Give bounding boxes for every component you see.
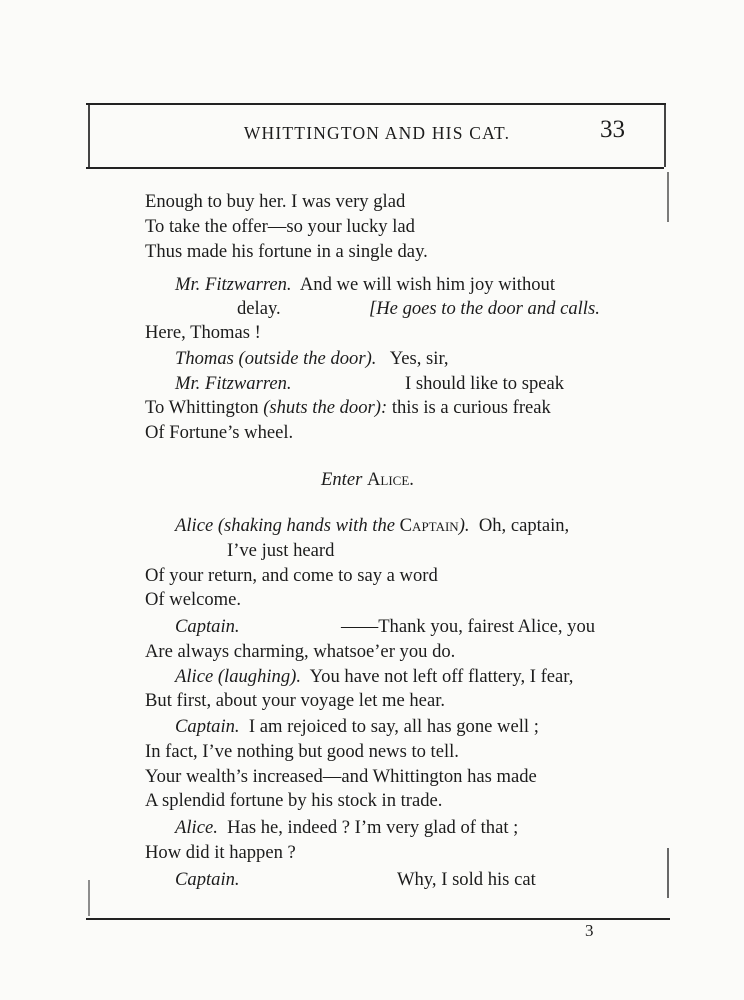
speaker-name: Alice (laughing).: [175, 666, 301, 687]
page-number: 33: [600, 116, 625, 143]
text-line: Your wealth’s increased—and Whittington has made: [145, 766, 537, 787]
border-right: [664, 105, 666, 167]
speech-line: [175, 816, 518, 840]
speech-text: To Whittington: [145, 397, 259, 418]
text-line: Thus made his fortune in a single day.: [145, 241, 428, 262]
speaker-name: Mr. Fitzwarren.: [175, 373, 292, 394]
border-right-lower: [667, 848, 669, 898]
speech-line: [175, 347, 449, 371]
speech-line: [145, 396, 551, 420]
speech-text: Yes, sir,: [389, 348, 449, 369]
border-right-mark: [667, 172, 669, 222]
speech-text: this is a curious freak: [391, 397, 551, 418]
speech-text: Has he, indeed ? I’m very glad of that ;: [227, 817, 519, 838]
speaker-name: Captain.: [175, 869, 240, 890]
text-line: Here, Thomas !: [145, 322, 261, 343]
speaker-name: Mr. Fitzwarren.: [175, 274, 292, 295]
text-line: I’ve just heard: [227, 540, 335, 561]
text-line: Enough to buy her. I was very glad: [145, 191, 406, 212]
stage-direction: [He goes to the door and calls.: [369, 298, 600, 319]
text-line: How did it happen ?: [145, 842, 296, 863]
speech-text: Oh, captain,: [478, 515, 570, 536]
text-line: But first, about your voyage let me hear.: [145, 690, 446, 711]
speech-text: ——Thank you, fairest Alice, you: [341, 616, 596, 637]
character-name: Captain: [399, 515, 459, 536]
signature-mark: 3: [585, 921, 594, 940]
speech-text: Why, I sold his cat: [397, 869, 536, 890]
speech-text: You have not left off flattery, I fear,: [309, 666, 574, 687]
entrance-direction: [321, 468, 414, 492]
text-line: To take the offer—so your lucky lad: [145, 216, 415, 237]
stage-direction-close: ).: [458, 515, 470, 536]
speech-line: [175, 715, 539, 739]
stage-direction: (shuts the door):: [263, 397, 388, 418]
speech-text: I am rejoiced to say, all has gone well ;: [248, 716, 539, 737]
speaker-name: Alice.: [175, 817, 218, 838]
enter-word: Enter: [321, 469, 363, 490]
text-line: In fact, I’ve nothing but good news to tell.: [145, 741, 459, 762]
text-line: Are always charming, whatsoe’er you do.: [145, 641, 456, 662]
border-left: [88, 105, 90, 167]
border-left-lower: [88, 880, 90, 916]
text-line: A splendid fortune by his stock in trade.: [145, 790, 443, 811]
speech-line: [175, 514, 569, 538]
footer-rule: [86, 918, 670, 920]
speaker-name: Captain.: [175, 616, 240, 637]
speech-text: And we will wish him joy without: [299, 274, 556, 295]
header-bottom-rule: [86, 167, 664, 169]
speech-line: [175, 665, 573, 689]
speaker-name: Captain.: [175, 716, 240, 737]
text-line: Of Fortune’s wheel.: [145, 422, 294, 443]
header-top-rule: [86, 103, 666, 105]
character-name: Alice.: [366, 469, 414, 490]
speech-line: [175, 273, 555, 297]
speaker-name: Alice (shaking hands with the: [175, 515, 395, 536]
speaker-name: Thomas (outside the door).: [175, 348, 377, 369]
text-line: delay.: [237, 298, 281, 319]
text-line: Of welcome.: [145, 589, 242, 610]
running-title: WHITTINGTON AND HIS CAT.: [243, 123, 511, 143]
speech-text: I should like to speak: [405, 373, 565, 394]
text-line: Of your return, and come to say a word: [145, 565, 438, 586]
